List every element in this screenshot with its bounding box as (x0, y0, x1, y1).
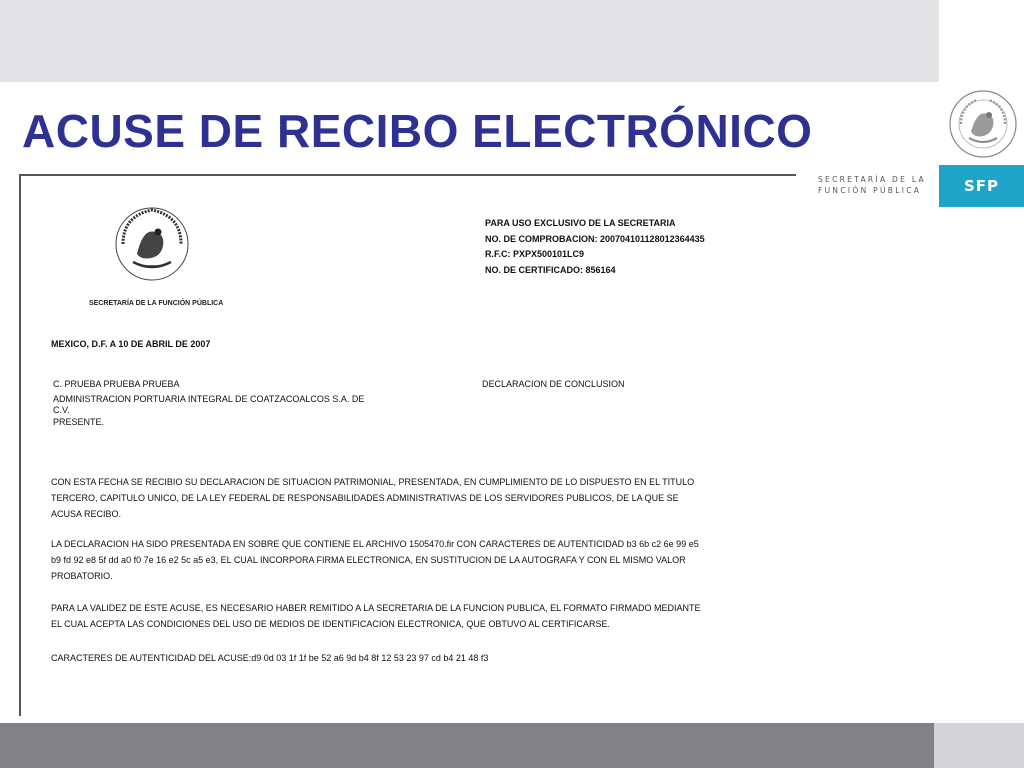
agency-name-line1: SECRETARÍA DE LA (818, 175, 926, 184)
paragraph-line: LA DECLARACION HA SIDO PRESENTADA EN SOBRE QUE CONTIENE EL ARCHIVO 1505470.fir CON CARACTERES DE AUTENTICIDAD b3 6b c2 6e 99 e5 (51, 539, 699, 549)
document-coat-of-arms-icon (113, 204, 191, 284)
paragraph-line: PROBATORIO. (51, 571, 113, 581)
agency-name (818, 174, 933, 196)
recipient-org-line1: ADMINISTRACION PORTUARIA INTEGRAL DE COATZACOALCOS S.A. DE (53, 393, 365, 404)
document-scan (19, 174, 796, 716)
recipient-block (53, 379, 364, 428)
header-band (0, 0, 939, 82)
recipient-org-line2: C.V. (53, 405, 70, 415)
slide-title: ACUSE DE RECIBO ELECTRÓNICO (22, 105, 813, 157)
brand-column (939, 0, 1024, 768)
authenticity-line: CARACTERES DE AUTENTICIDAD DEL ACUSE:d9 0d 03 1f 1f be 52 a6 9d b4 8f 12 53 23 97 cd b4 21 48 f3 (51, 653, 489, 663)
meta-exclusive: PARA USO EXCLUSIVO DE LA SECRETARIA (485, 218, 676, 228)
document-meta (485, 216, 705, 278)
paragraph-line: PARA LA VALIDEZ DE ESTE ACUSE, ES NECESARIO HABER REMITIDO A LA SECRETARIA DE LA FUNCION PUBLICA, EL FORMATO FIRMADO MEDIANTE (51, 603, 701, 613)
paragraph-line: b9 fd 92 e8 5f dd a0 f0 7e 16 e2 5c a5 e3, EL CUAL INCORPORA FIRMA ELECTRONICA, EN SUSTITUCION DE LA AUTOGRAFA Y CON EL MISMO VALOR (51, 555, 686, 565)
paragraph-reception (51, 474, 694, 522)
declaration-type: DECLARACION DE CONCLUSION (482, 379, 625, 389)
brand-column-top (939, 0, 1024, 82)
meta-comprobacion: NO. DE COMPROBACION: 20070410112801236443​5 (485, 233, 705, 244)
mexican-coat-of-arms-icon (947, 88, 1019, 160)
recipient-presente: PRESENTE. (53, 416, 105, 427)
date-line: MEXICO, D.F. A 10 DE ABRIL DE 2007 (51, 339, 211, 349)
sfp-logo: SFP (939, 165, 1024, 207)
paragraph-validity (51, 600, 701, 632)
paragraph-line: CON ESTA FECHA SE RECIBIO SU DECLARACION DE SITUACION PATRIMONIAL, PRESENTADA, EN CUMPLIMIENTO DE LO DISPUESTO EN EL TITULO (51, 477, 695, 487)
paragraph-line: TERCERO, CAPITULO UNICO, DE LA LEY FEDERAL DE RESPONSABILIDADES ADMINISTRATIVAS DE LOS SERVIDORES PUBLICOS, DE LA QUE SE (51, 493, 679, 503)
paragraph-line: ACUSA RECIBO. (51, 509, 122, 519)
paragraph-file (51, 536, 699, 584)
document-seal-caption: SECRETARÍA DE LA FUNCIÓN PÚBLICA (89, 300, 224, 307)
footer-band (0, 723, 934, 768)
meta-certificado: NO. DE CERTIFICADO: 856164 (485, 264, 616, 275)
footer-corner (934, 723, 1024, 768)
recipient-name: C. PRUEBA PRUEBA PRUEBA (53, 379, 180, 389)
agency-name-line2: FUNCIÓN PÚBLICA (818, 186, 922, 195)
meta-rfc: R.F.C: PXPX500101LC9 (485, 249, 585, 259)
paragraph-line: EL CUAL ACEPTA LAS CONDICIONES DEL USO DE MEDIOS DE IDENTIFICACION ELECTRONICA, QUE OBTUVO AL CERTIFICARSE. (51, 619, 610, 629)
